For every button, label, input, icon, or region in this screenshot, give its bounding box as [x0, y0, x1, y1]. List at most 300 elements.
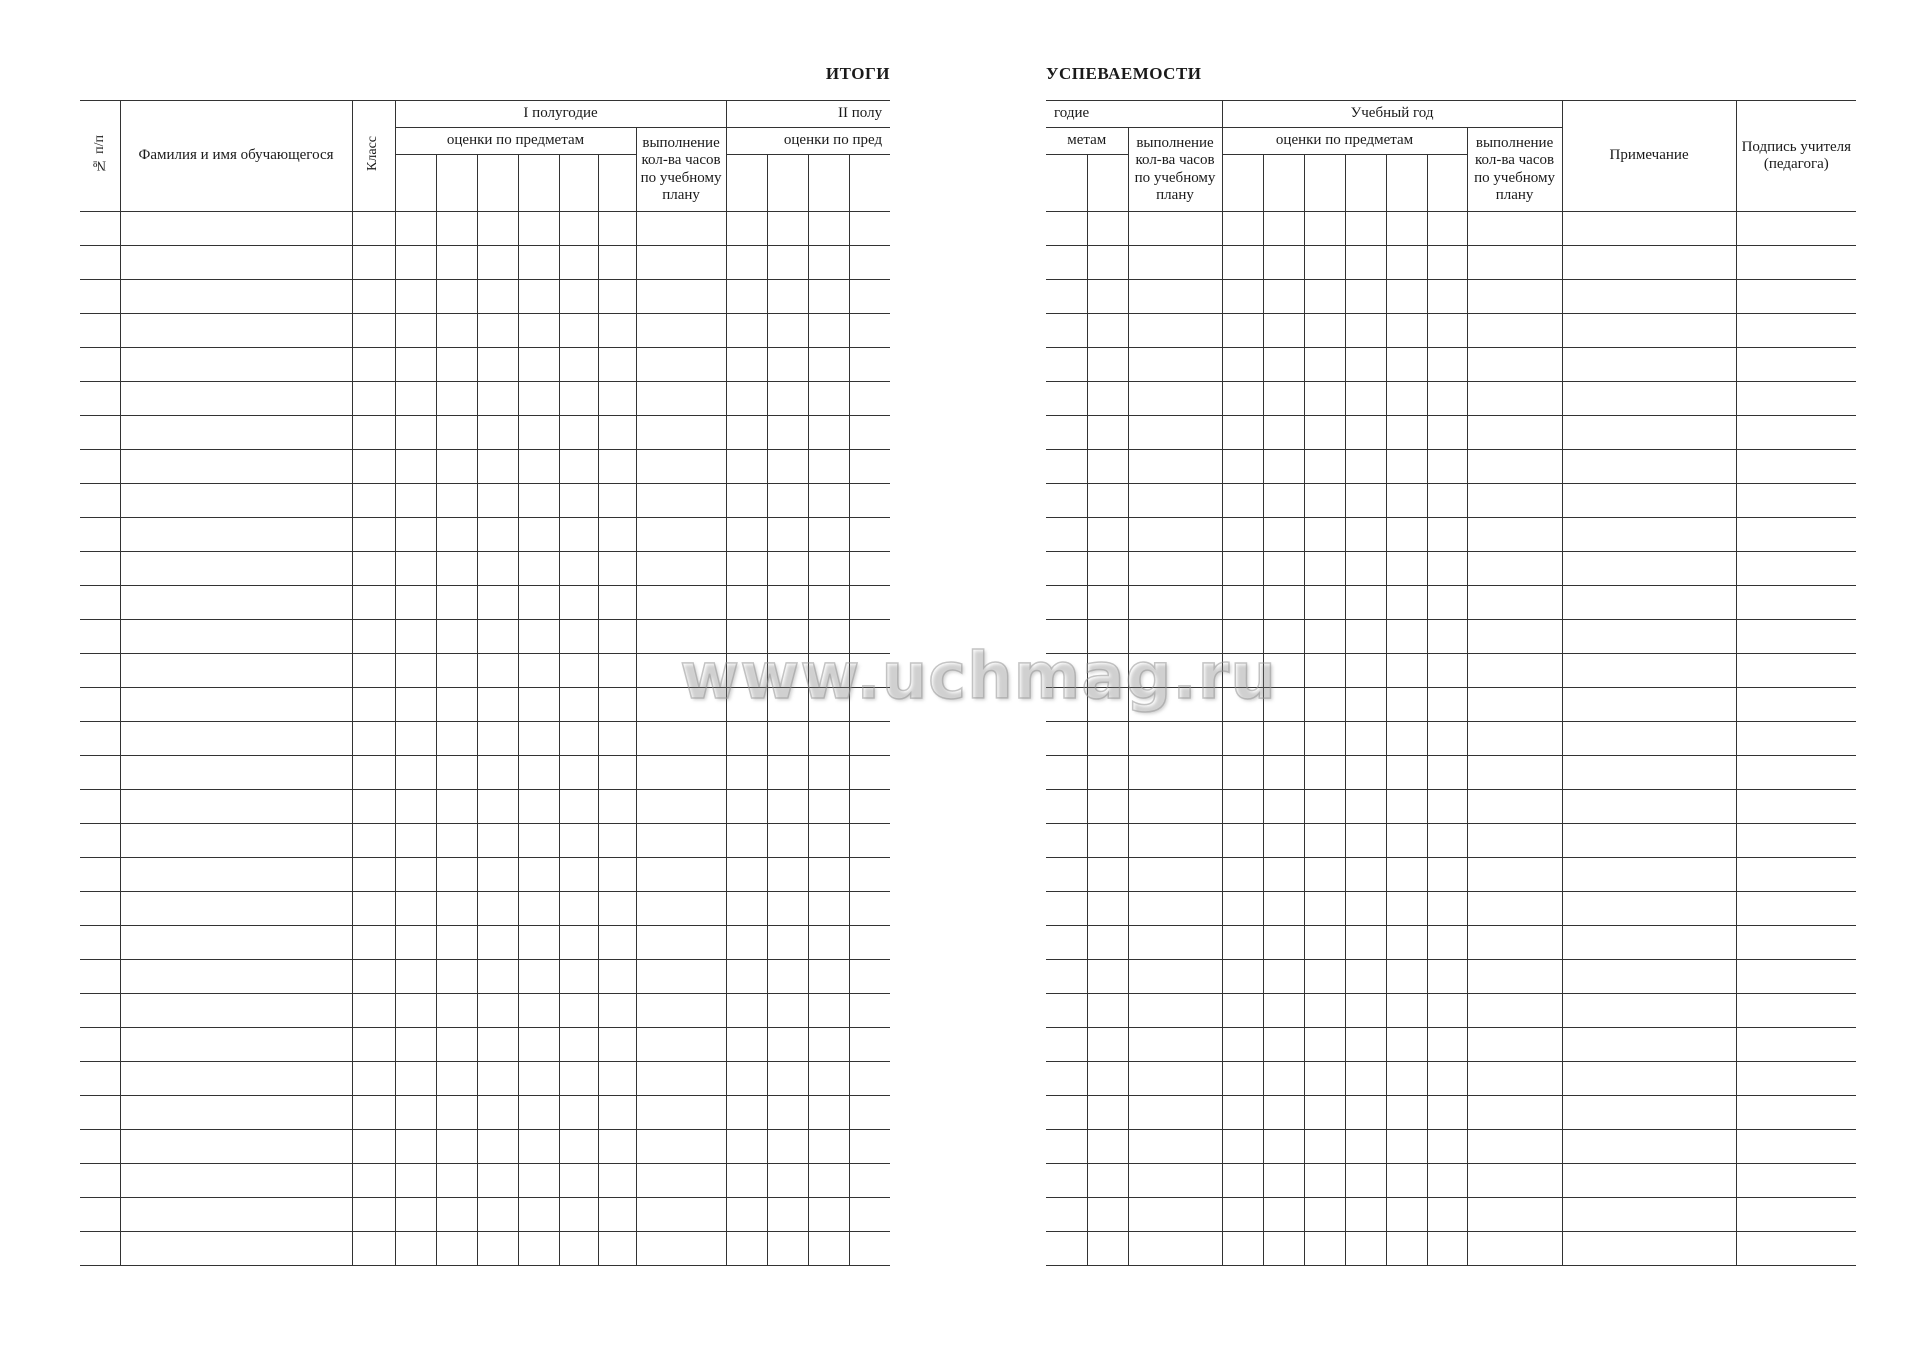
table-cell: [1427, 1164, 1467, 1198]
table-cell: [1128, 994, 1222, 1028]
table-cell: [1087, 212, 1128, 246]
table-cell: [598, 1232, 636, 1266]
table-cell: [1562, 790, 1736, 824]
table-cell: [1304, 1198, 1345, 1232]
table-cell: [1222, 756, 1263, 790]
table-cell: [726, 348, 767, 382]
table-cell: [518, 688, 559, 722]
table-row: [80, 688, 890, 722]
table-cell: [559, 1232, 598, 1266]
table-cell: [1087, 994, 1128, 1028]
table-cell: [1736, 1164, 1856, 1198]
table-cell: [477, 1198, 518, 1232]
table-cell: [1222, 450, 1263, 484]
table-cell: [1467, 688, 1562, 722]
table-cell: [767, 1028, 808, 1062]
table-row: [80, 1062, 890, 1096]
header-year-hours: выполнение кол-ва часов по учебному плану: [1467, 128, 1562, 212]
table-row: [1046, 450, 1856, 484]
table-cell: [1345, 484, 1386, 518]
table-cell: [598, 1028, 636, 1062]
table-cell: [849, 756, 890, 790]
table-cell: [1386, 518, 1427, 552]
table-cell: [1304, 586, 1345, 620]
table-cell: [808, 858, 849, 892]
table-cell: [726, 1232, 767, 1266]
table-cell: [436, 416, 477, 450]
table-cell: [1345, 416, 1386, 450]
table-cell: [352, 892, 395, 926]
table-cell: [808, 688, 849, 722]
table-cell: [1304, 960, 1345, 994]
table-cell: [726, 280, 767, 314]
table-cell: [352, 858, 395, 892]
table-cell: [726, 246, 767, 280]
table-cell: [518, 212, 559, 246]
table-cell: [767, 450, 808, 484]
table-cell: [1222, 1028, 1263, 1062]
table-cell: [1304, 552, 1345, 586]
table-cell: [849, 416, 890, 450]
table-cell: [518, 1062, 559, 1096]
table-cell: [1427, 1062, 1467, 1096]
table-cell: [559, 484, 598, 518]
table-row: [80, 246, 890, 280]
table-cell: [1562, 960, 1736, 994]
table-cell: [477, 1028, 518, 1062]
table-cell: [1087, 1164, 1128, 1198]
table-cell: [352, 824, 395, 858]
table-cell: [636, 1198, 726, 1232]
table-cell: [477, 654, 518, 688]
table-cell: [636, 586, 726, 620]
table-cell: [1222, 654, 1263, 688]
table-cell: [352, 450, 395, 484]
table-cell: [1467, 1198, 1562, 1232]
table-cell: [808, 484, 849, 518]
table-cell: [808, 790, 849, 824]
table-cell: [726, 586, 767, 620]
table-cell: [352, 552, 395, 586]
table-cell: [477, 892, 518, 926]
table-cell: [559, 1198, 598, 1232]
table-cell: [1427, 620, 1467, 654]
table-cell: [1736, 450, 1856, 484]
table-cell: [518, 314, 559, 348]
table-cell: [477, 552, 518, 586]
table-cell: [598, 450, 636, 484]
table-cell: [808, 756, 849, 790]
table-cell: [395, 382, 436, 416]
table-cell: [1562, 1062, 1736, 1096]
table-cell: [808, 1198, 849, 1232]
table-cell: [1386, 688, 1427, 722]
table-cell: [559, 620, 598, 654]
table-row: [80, 790, 890, 824]
table-cell: [1263, 314, 1304, 348]
table-cell: [395, 824, 436, 858]
table-row: [80, 450, 890, 484]
table-cell: [1467, 212, 1562, 246]
table-cell: [395, 552, 436, 586]
table-cell: [598, 348, 636, 382]
table-cell: [1128, 1130, 1222, 1164]
table-cell: [120, 450, 352, 484]
table-cell: [477, 790, 518, 824]
table-cell: [849, 1130, 890, 1164]
table-cell: [1736, 892, 1856, 926]
table-cell: [518, 1130, 559, 1164]
table-cell: [1427, 450, 1467, 484]
table-cell: [1345, 960, 1386, 994]
table-cell: [1736, 246, 1856, 280]
table-cell: [849, 484, 890, 518]
table-cell: [1046, 212, 1087, 246]
table-row: [1046, 790, 1856, 824]
table-cell: [808, 212, 849, 246]
header-number: № п/п: [80, 101, 120, 212]
table-cell: [1222, 858, 1263, 892]
table-cell: [395, 518, 436, 552]
table-cell: [477, 1164, 518, 1198]
table-cell: [1222, 314, 1263, 348]
table-cell: [598, 1164, 636, 1198]
table-cell: [767, 280, 808, 314]
table-cell: [1304, 1028, 1345, 1062]
table-cell: [1427, 756, 1467, 790]
table-cell: [80, 1062, 120, 1096]
table-cell: [395, 1062, 436, 1096]
table-cell: [395, 1198, 436, 1232]
table-cell: [598, 382, 636, 416]
table-cell: [849, 722, 890, 756]
table-cell: [559, 824, 598, 858]
table-cell: [849, 1164, 890, 1198]
table-cell: [1562, 212, 1736, 246]
table-cell: [767, 314, 808, 348]
table-cell: [808, 654, 849, 688]
table-cell: [1046, 756, 1087, 790]
table-cell: [598, 892, 636, 926]
table-cell: [636, 892, 726, 926]
table-cell: [1467, 314, 1562, 348]
table-cell: [1087, 1028, 1128, 1062]
table-cell: [120, 1164, 352, 1198]
table-cell: [1263, 1096, 1304, 1130]
table-cell: [1046, 1232, 1087, 1266]
table-cell: [1128, 722, 1222, 756]
table-cell: [636, 1062, 726, 1096]
table-row: [80, 756, 890, 790]
table-cell: [395, 1164, 436, 1198]
table-cell: [1222, 960, 1263, 994]
table-cell: [598, 1096, 636, 1130]
table-cell: [1046, 280, 1087, 314]
table-cell: [518, 1232, 559, 1266]
table-cell: [477, 246, 518, 280]
table-cell: [1128, 314, 1222, 348]
table-cell: [1304, 790, 1345, 824]
header-hours-half2: выполнение кол-ва часов по учебному плану: [1128, 128, 1222, 212]
table-cell: [1386, 212, 1427, 246]
table-cell: [1562, 722, 1736, 756]
table-cell: [1427, 348, 1467, 382]
table-cell: [477, 756, 518, 790]
table-cell: [352, 1164, 395, 1198]
table-cell: [1263, 280, 1304, 314]
table-cell: [80, 1164, 120, 1198]
table-cell: [436, 858, 477, 892]
table-cell: [1222, 484, 1263, 518]
table-cell: [726, 858, 767, 892]
table-cell: [352, 1096, 395, 1130]
table-cell: [80, 654, 120, 688]
right-results-table: [1046, 100, 1856, 1266]
table-cell: [808, 1028, 849, 1062]
table-cell: [1427, 416, 1467, 450]
table-cell: [477, 348, 518, 382]
table-cell: [726, 926, 767, 960]
table-cell: [808, 994, 849, 1028]
table-row: [80, 348, 890, 382]
header-second-half: II полу: [726, 101, 890, 128]
table-cell: [80, 552, 120, 586]
table-cell: [1562, 620, 1736, 654]
table-cell: [120, 212, 352, 246]
table-cell: [477, 382, 518, 416]
table-cell: [1222, 892, 1263, 926]
table-cell: [1467, 552, 1562, 586]
table-cell: [518, 586, 559, 620]
table-cell: [1304, 722, 1345, 756]
table-cell: [1467, 246, 1562, 280]
table-cell: [767, 994, 808, 1028]
table-cell: [477, 484, 518, 518]
table-cell: [1046, 246, 1087, 280]
table-cell: [1222, 824, 1263, 858]
table-row: [80, 824, 890, 858]
table-cell: [518, 994, 559, 1028]
table-cell: [726, 1130, 767, 1164]
table-row: [1046, 824, 1856, 858]
table-cell: [120, 926, 352, 960]
table-cell: [1087, 1062, 1128, 1096]
table-cell: [726, 212, 767, 246]
table-cell: [80, 688, 120, 722]
right-table-body: [1046, 212, 1856, 1266]
table-cell: [1562, 1028, 1736, 1062]
table-cell: [1467, 586, 1562, 620]
table-cell: [436, 1130, 477, 1164]
table-cell: [80, 824, 120, 858]
table-cell: [518, 518, 559, 552]
table-cell: [1467, 1164, 1562, 1198]
table-cell: [636, 416, 726, 450]
table-cell: [1386, 450, 1427, 484]
table-cell: [1736, 1028, 1856, 1062]
table-cell: [1263, 926, 1304, 960]
table-cell: [1736, 790, 1856, 824]
table-cell: [1467, 1096, 1562, 1130]
table-cell: [1046, 620, 1087, 654]
table-cell: [1263, 382, 1304, 416]
table-cell: [1345, 892, 1386, 926]
table-cell: [80, 382, 120, 416]
table-cell: [352, 348, 395, 382]
table-cell: [767, 552, 808, 586]
table-cell: [1467, 450, 1562, 484]
table-cell: [1562, 688, 1736, 722]
table-cell: [1087, 552, 1128, 586]
table-cell: [1562, 484, 1736, 518]
table-cell: [1087, 688, 1128, 722]
table-cell: [849, 926, 890, 960]
table-cell: [1345, 1130, 1386, 1164]
table-cell: [80, 246, 120, 280]
table-cell: [559, 756, 598, 790]
table-cell: [80, 756, 120, 790]
table-cell: [1427, 722, 1467, 756]
table-cell: [1046, 1096, 1087, 1130]
table-cell: [1263, 348, 1304, 382]
table-cell: [352, 586, 395, 620]
table-cell: [1386, 722, 1427, 756]
table-cell: [559, 280, 598, 314]
table-cell: [120, 892, 352, 926]
table-row: [1046, 1096, 1856, 1130]
table-cell: [559, 450, 598, 484]
table-cell: [395, 756, 436, 790]
table-cell: [636, 824, 726, 858]
table-cell: [1304, 212, 1345, 246]
table-cell: [1386, 314, 1427, 348]
table-cell: [1222, 1096, 1263, 1130]
table-cell: [1046, 382, 1087, 416]
table-cell: [436, 484, 477, 518]
table-cell: [636, 450, 726, 484]
table-cell: [1427, 824, 1467, 858]
table-cell: [1222, 586, 1263, 620]
table-cell: [80, 1096, 120, 1130]
table-cell: [436, 1198, 477, 1232]
table-cell: [559, 518, 598, 552]
table-cell: [1427, 484, 1467, 518]
table-row: [1046, 246, 1856, 280]
table-cell: [767, 212, 808, 246]
table-cell: [1427, 552, 1467, 586]
table-row: [80, 960, 890, 994]
table-cell: [808, 314, 849, 348]
table-cell: [1386, 416, 1427, 450]
table-cell: [1562, 926, 1736, 960]
table-cell: [395, 280, 436, 314]
table-cell: [1304, 1096, 1345, 1130]
table-cell: [1304, 1062, 1345, 1096]
table-row: [1046, 994, 1856, 1028]
table-cell: [559, 1096, 598, 1130]
table-cell: [80, 1232, 120, 1266]
table-cell: [120, 858, 352, 892]
table-cell: [767, 518, 808, 552]
table-cell: [1345, 994, 1386, 1028]
table-cell: [120, 246, 352, 280]
table-row: [1046, 1164, 1856, 1198]
table-cell: [1386, 246, 1427, 280]
table-cell: [849, 824, 890, 858]
table-cell: [1736, 620, 1856, 654]
table-cell: [436, 926, 477, 960]
table-cell: [1046, 994, 1087, 1028]
table-cell: [636, 348, 726, 382]
table-cell: [120, 1062, 352, 1096]
table-cell: [1046, 552, 1087, 586]
table-cell: [767, 348, 808, 382]
table-cell: [1263, 416, 1304, 450]
table-row: [80, 620, 890, 654]
table-cell: [1304, 1232, 1345, 1266]
table-cell: [1087, 518, 1128, 552]
table-cell: [767, 756, 808, 790]
table-cell: [1263, 756, 1304, 790]
table-cell: [1087, 790, 1128, 824]
table-cell: [436, 314, 477, 348]
table-cell: [1046, 926, 1087, 960]
table-cell: [808, 1232, 849, 1266]
table-cell: [120, 722, 352, 756]
table-cell: [636, 552, 726, 586]
table-cell: [1222, 246, 1263, 280]
table-cell: [518, 416, 559, 450]
table-cell: [726, 1164, 767, 1198]
table-cell: [1304, 1164, 1345, 1198]
table-cell: [395, 484, 436, 518]
table-cell: [436, 654, 477, 688]
table-cell: [1562, 756, 1736, 790]
table-row: [1046, 484, 1856, 518]
table-cell: [352, 960, 395, 994]
table-cell: [1345, 688, 1386, 722]
table-cell: [80, 1130, 120, 1164]
table-cell: [598, 280, 636, 314]
table-cell: [1222, 1164, 1263, 1198]
table-cell: [1087, 586, 1128, 620]
table-cell: [1087, 1198, 1128, 1232]
table-cell: [436, 960, 477, 994]
table-cell: [767, 722, 808, 756]
header-teacher-signature: Подпись учителя (педагога): [1736, 101, 1856, 212]
table-cell: [352, 518, 395, 552]
table-row: [1046, 348, 1856, 382]
table-cell: [436, 212, 477, 246]
table-cell: [1345, 348, 1386, 382]
table-cell: [1046, 314, 1087, 348]
table-cell: [1304, 858, 1345, 892]
table-cell: [1087, 620, 1128, 654]
table-cell: [1128, 824, 1222, 858]
table-cell: [1128, 960, 1222, 994]
table-cell: [808, 620, 849, 654]
table-cell: [1222, 212, 1263, 246]
table-cell: [849, 1232, 890, 1266]
table-cell: [636, 484, 726, 518]
table-cell: [395, 1130, 436, 1164]
table-cell: [598, 416, 636, 450]
table-cell: [477, 858, 518, 892]
table-row: [80, 1130, 890, 1164]
table-row: [80, 314, 890, 348]
table-cell: [477, 1096, 518, 1130]
table-cell: [1087, 722, 1128, 756]
